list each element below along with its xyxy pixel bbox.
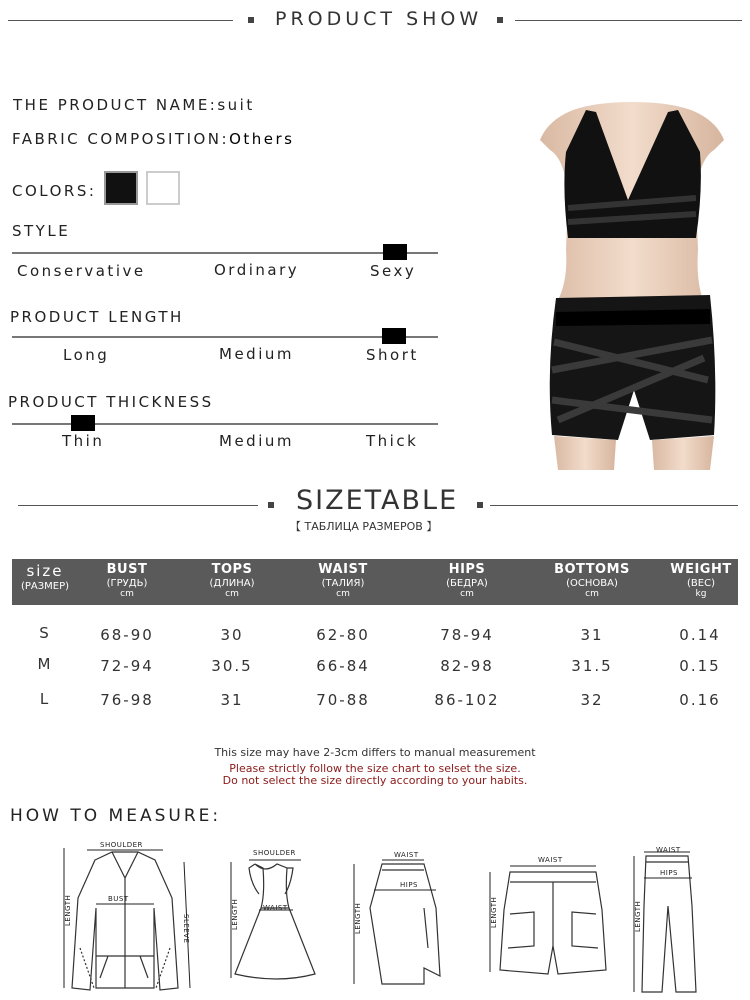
figure-label: SHOULDER	[253, 849, 296, 857]
cell-tops: 30	[220, 626, 244, 644]
divider-right	[515, 20, 742, 21]
figure-label: WAIST	[394, 851, 419, 859]
header-bust: BUST (ГРУДЬ) cm	[106, 562, 148, 599]
fabric-value: Others	[229, 130, 295, 148]
style-option-ordinary: Ordinary	[214, 261, 300, 279]
product-show-title: PRODUCT SHOW	[275, 8, 483, 30]
figure-label: LENGTH	[490, 896, 498, 928]
figure-label: SHOULDER	[100, 841, 143, 849]
cell-hips: 86-102	[434, 691, 500, 709]
thickness-title: PRODUCT THICKNESS	[8, 393, 214, 411]
length-scale-line	[12, 336, 438, 338]
header-size: size (РАЗМЕР)	[20, 562, 70, 592]
length-option-short: Short	[366, 346, 419, 364]
header-hips: HIPS (БЕДРА) cm	[446, 562, 488, 599]
cell-bust: 68-90	[100, 626, 154, 644]
colors-label: COLORS:	[12, 182, 97, 200]
cell-size: S	[39, 624, 51, 642]
figure-label: WAIST	[538, 856, 563, 864]
cell-tops: 31	[220, 691, 244, 709]
divider-square	[268, 502, 274, 508]
skirt-measure-figure	[340, 848, 450, 994]
figure-label: WAIST	[656, 846, 681, 854]
divider-square	[497, 17, 503, 23]
figure-label: HIPS	[400, 881, 418, 889]
figure-label: LENGTH	[354, 902, 362, 934]
divider-square	[248, 17, 254, 23]
length-option-long: Long	[63, 346, 110, 364]
size-table-header	[12, 559, 738, 605]
header-weight: WEIGHT (ВЕС) kg	[670, 562, 732, 599]
figure-label: LENGTH	[64, 894, 72, 926]
cell-hips: 78-94	[440, 626, 494, 644]
pants-measure-figure	[622, 846, 712, 996]
style-scale-line	[12, 252, 438, 254]
cell-weight: 0.15	[679, 657, 721, 675]
cell-size: M	[37, 655, 53, 673]
figure-label: SLEEVE	[182, 914, 190, 944]
length-option-medium: Medium	[219, 345, 294, 363]
thickness-option-thick: Thick	[366, 432, 419, 450]
shorts-measure-figure	[478, 850, 618, 980]
thickness-option-medium: Medium	[219, 432, 294, 450]
cell-waist: 66-84	[316, 657, 370, 675]
cell-hips: 82-98	[440, 657, 494, 675]
cell-tops: 30.5	[211, 657, 253, 675]
size-note: This size may have 2-3cm differs to manual measurement	[214, 746, 536, 759]
header-tops: TOPS (ДЛИНА) cm	[209, 562, 255, 599]
fabric-label: FABRIC COMPOSITION:	[12, 130, 230, 148]
cell-bust: 76-98	[100, 691, 154, 709]
cell-waist: 62-80	[316, 626, 370, 644]
cell-bottoms: 31.5	[571, 657, 613, 675]
sizetable-divider-right	[490, 505, 738, 506]
figure-label: LENGTH	[634, 900, 642, 932]
divider-left	[8, 20, 233, 21]
sizetable-divider-left	[18, 505, 258, 506]
cell-waist: 70-88	[316, 691, 370, 709]
length-title: PRODUCT LENGTH	[10, 308, 184, 326]
figure-label: BUST	[108, 895, 129, 903]
figure-label: LENGTH	[231, 898, 239, 930]
dress-measure-figure	[215, 844, 330, 994]
length-marker	[382, 328, 406, 344]
cell-weight: 0.14	[679, 626, 721, 644]
product-name-row	[13, 96, 255, 114]
divider-square	[477, 502, 483, 508]
product-name-label: THE PRODUCT NAME:	[13, 96, 218, 114]
cell-bottoms: 31	[580, 626, 604, 644]
how-to-measure-title: HOW TO MEASURE:	[10, 806, 222, 826]
figure-label: WAIST	[263, 904, 288, 912]
header-waist: WAIST (ТАЛИЯ) cm	[318, 562, 368, 599]
size-warning-2: Do not select the size directly according to your habits.	[222, 774, 528, 787]
style-option-sexy: Sexy	[370, 262, 417, 280]
cell-weight: 0.16	[679, 691, 721, 709]
sizetable-title: SIZETABLE	[296, 485, 459, 516]
color-swatch-black[interactable]	[104, 171, 138, 205]
jacket-measure-figure	[50, 838, 200, 996]
style-title: STYLE	[12, 222, 71, 240]
figure-label: HIPS	[660, 869, 678, 877]
cell-size: L	[39, 690, 51, 708]
product-name-value: suit	[217, 96, 255, 114]
thickness-marker	[71, 415, 95, 431]
style-option-conservative: Conservative	[17, 262, 146, 280]
sizetable-subtitle: 【 ТАБЛИЦА РАЗМЕРОВ 】	[290, 520, 438, 533]
color-swatch-white[interactable]	[146, 171, 180, 205]
cell-bottoms: 32	[580, 691, 604, 709]
product-photo	[528, 90, 736, 470]
size-warning-1: Please strictly follow the size chart to selset the size.	[229, 762, 521, 775]
fabric-row	[12, 130, 294, 148]
header-bottoms: BOTTOMS (ОСНОВА) cm	[554, 562, 630, 599]
cell-bust: 72-94	[100, 657, 154, 675]
thickness-option-thin: Thin	[62, 432, 105, 450]
style-marker	[383, 244, 407, 260]
